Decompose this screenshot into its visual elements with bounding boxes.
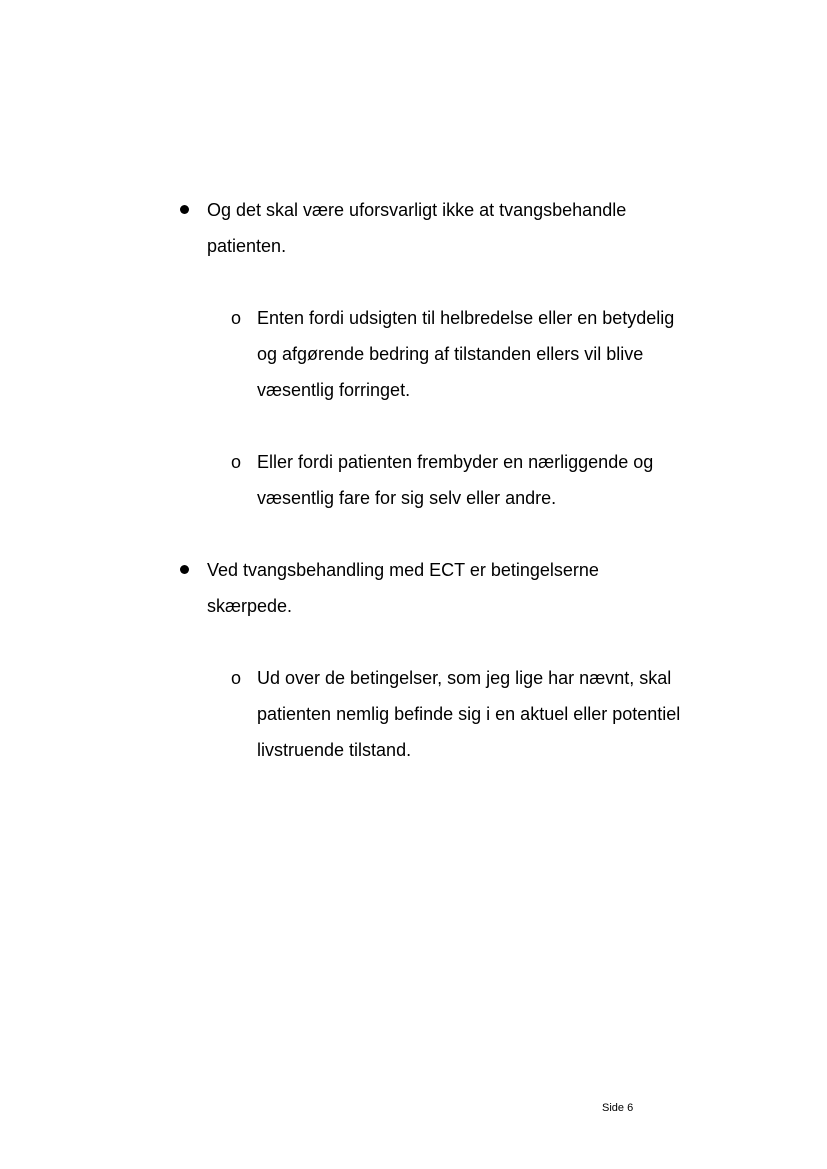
sub-bullet-text: Eller fordi patienten frembyder en nærliggende og væsentlig fare for sig selv eller andre.: [257, 452, 654, 508]
hollow-circle-icon: o: [231, 452, 242, 472]
sub-bullet-item: [231, 660, 687, 768]
bullet-item: [207, 192, 677, 264]
bullet-icon: [180, 205, 189, 214]
sub-bullet-item: [231, 300, 687, 408]
bullet-text: Og det skal være uforsvarligt ikke at tvangsbehandle patienten.: [207, 200, 627, 256]
hollow-circle-icon: o: [231, 668, 242, 688]
sub-bullet-text: Ud over de betingelser, som jeg lige har nævnt, skal patienten nemlig befinde sig i en aktuel eller potentiel livstruende tilstand.: [257, 668, 681, 760]
page-number: Side 6: [602, 1102, 634, 1114]
hollow-circle-icon: o: [231, 308, 242, 328]
sub-bullet-item: [231, 444, 687, 516]
bullet-text: Ved tvangsbehandling med ECT er betingelserne skærpede.: [207, 560, 599, 616]
bullet-item: [207, 552, 677, 624]
sub-bullet-text: Enten fordi udsigten til helbredelse eller en betydelig og afgørende bedring af tilstanden ellers vil blive væsentlig forringet.: [257, 308, 675, 400]
bullet-icon: [180, 565, 189, 574]
